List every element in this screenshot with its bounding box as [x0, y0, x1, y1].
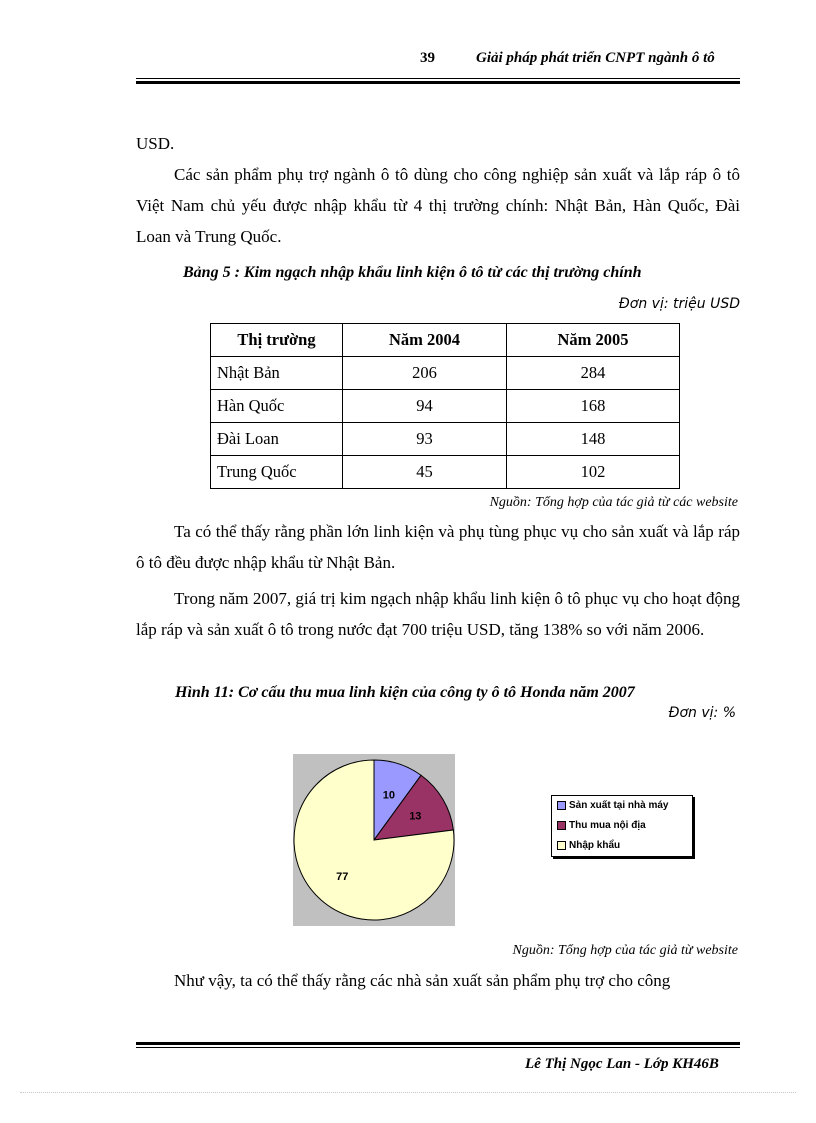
- footer-rule-thick: [136, 1042, 740, 1045]
- cell-market: Nhật Bản: [211, 357, 343, 390]
- header-rule-thin: [136, 78, 740, 79]
- chart-legend: [551, 795, 693, 857]
- pie-chart: [293, 754, 455, 926]
- legend-label: Thu mua nội địa: [569, 819, 646, 831]
- pie-data-label: 13: [409, 810, 422, 823]
- legend-item: [557, 818, 646, 832]
- cell-market: Trung Quốc: [211, 456, 343, 489]
- table-row: [211, 423, 680, 456]
- table-header-row: [211, 324, 680, 357]
- legend-swatch: [557, 801, 566, 810]
- footer-rule-thin: [136, 1047, 740, 1048]
- table-row: [211, 357, 680, 390]
- cell-2004: 94: [343, 390, 507, 423]
- legend-label: Sản xuất tại nhà máy: [569, 799, 669, 811]
- legend-item: [557, 838, 620, 852]
- paragraph-2: Các sản phẩm phụ trợ ngành ô tô dùng cho công nghiệp sản xuất và lắp ráp ô tô Việt Nam chủ yếu được nhập khẩu từ 4 thị trường chính: Nhật Bản, Hàn Quốc, Đài Loan và Trung Quốc.: [136, 165, 740, 246]
- page-number: 39: [420, 50, 435, 66]
- table-caption: Bảng 5 : Kim ngạch nhập khẩu linh kiện ô tô từ các thị trường chính: [183, 264, 642, 281]
- import-table: [210, 323, 680, 489]
- cell-2004: 45: [343, 456, 507, 489]
- pie-data-label: 77: [336, 871, 349, 884]
- legend-swatch: [557, 841, 566, 850]
- header-market: Thị trường: [211, 324, 343, 357]
- paragraph-1: USD.: [136, 134, 175, 153]
- paragraph-3: Ta có thể thấy rằng phần lớn linh kiện và phụ tùng phục vụ cho sản xuất và lắp ráp ô tô đều được nhập khẩu từ Nhật Bản.: [136, 522, 740, 572]
- page-bottom-border: [20, 1092, 796, 1093]
- header-2004: Năm 2004: [343, 324, 507, 357]
- table-row: [211, 390, 680, 423]
- cell-2004: 93: [343, 423, 507, 456]
- legend-swatch: [557, 821, 566, 830]
- header-2005: Năm 2005: [507, 324, 680, 357]
- pie-data-label: 10: [382, 789, 395, 802]
- figure-source: Nguồn: Tổng hợp của tác giả từ website: [512, 943, 738, 958]
- figure-caption: Hình 11: Cơ cấu thu mua linh kiện của công ty ô tô Honda năm 2007: [175, 684, 635, 701]
- cell-market: Đài Loan: [211, 423, 343, 456]
- header-rule-thick: [136, 81, 740, 84]
- figure-unit: Đơn vị: %: [668, 705, 736, 721]
- table-row: [211, 456, 680, 489]
- header-title: Giải pháp phát triển CNPT ngành ô tô: [476, 50, 715, 66]
- cell-2005: 102: [507, 456, 680, 489]
- cell-2005: 148: [507, 423, 680, 456]
- table-unit: Đơn vị: triệu USD: [618, 296, 740, 312]
- paragraph-5: Như vậy, ta có thể thấy rằng các nhà sản xuất sản phẩm phụ trợ cho công: [174, 971, 671, 990]
- cell-2004: 206: [343, 357, 507, 390]
- cell-2005: 284: [507, 357, 680, 390]
- cell-market: Hàn Quốc: [211, 390, 343, 423]
- legend-item: [557, 798, 668, 812]
- cell-2005: 168: [507, 390, 680, 423]
- paragraph-4: Trong năm 2007, giá trị kim ngạch nhập khẩu linh kiện ô tô phục vụ cho hoạt động lắp ráp và sản xuất ô tô trong nước đạt 700 triệu USD, tăng 138% so với năm 2006.: [136, 589, 740, 639]
- footer-author: Lê Thị Ngọc Lan - Lớp KH46B: [525, 1056, 719, 1072]
- table-source: Nguồn: Tổng hợp của tác giả từ các website: [489, 495, 738, 510]
- legend-label: Nhập khẩu: [569, 839, 621, 851]
